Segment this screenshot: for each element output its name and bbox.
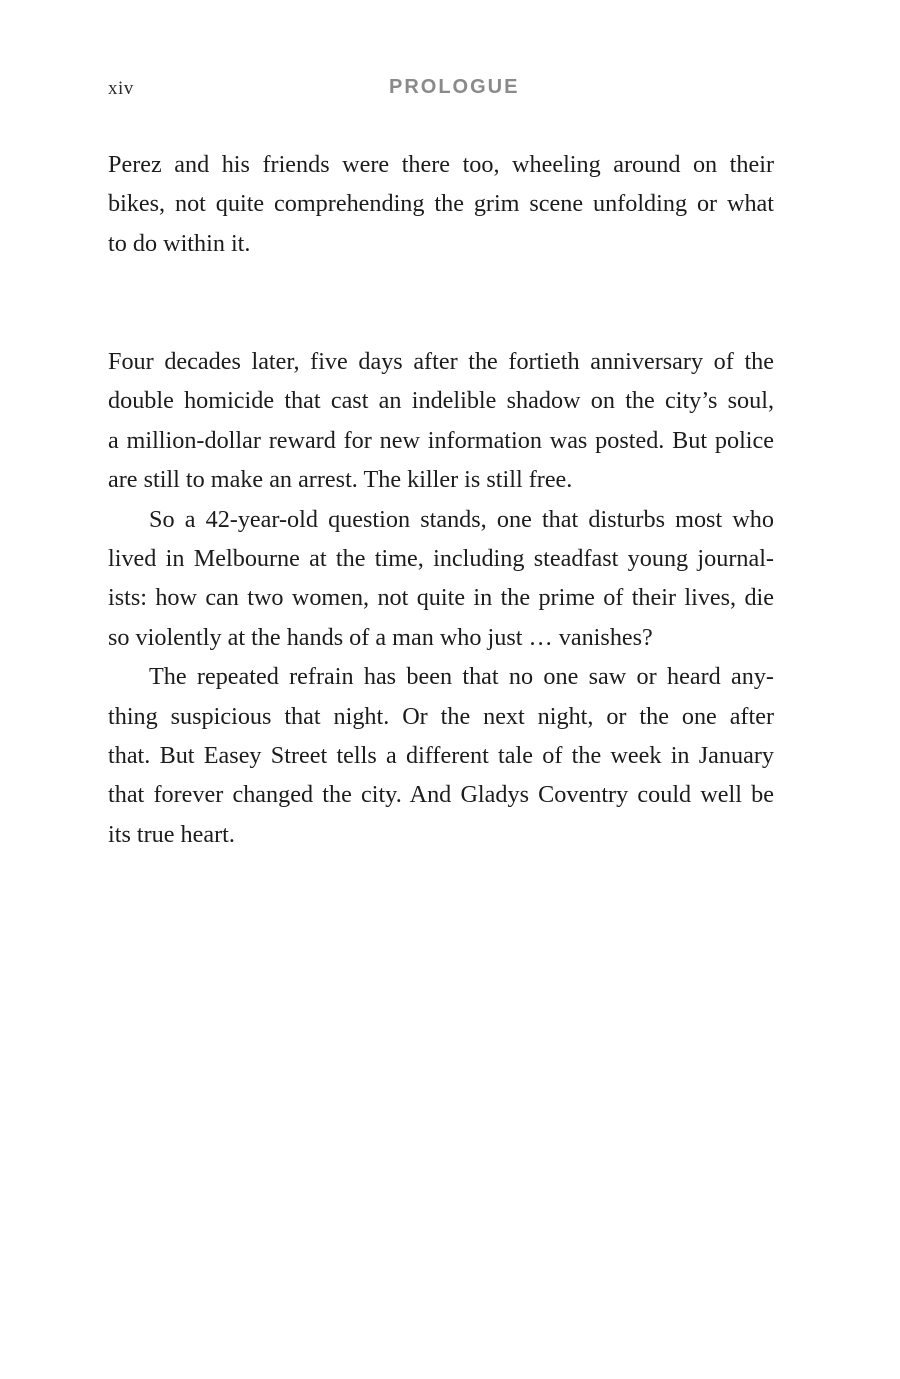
text-line: The repeated refrain has been that no one saw or heard any- (149, 663, 774, 691)
paragraph (108, 145, 774, 263)
text-line: lived in Melbourne at the time, including steadfast young journal- (108, 545, 774, 573)
running-head (108, 76, 773, 104)
paragraph (108, 342, 774, 500)
text-line: bikes, not quite comprehending the grim scene unfolding or what (108, 190, 774, 218)
text-line: thing suspicious that night. Or the next night, or the one after (108, 702, 774, 730)
paragraph (108, 500, 774, 658)
page-number: xiv (108, 78, 134, 99)
text-block-opening (108, 145, 774, 263)
text-line: a million-dollar reward for new information was posted. But police (108, 426, 774, 454)
text-line: Four decades later, five days after the fortieth anniversary of the (108, 348, 774, 375)
text-line: double homicide that cast an indelible shadow on the city’s soul, (108, 387, 774, 415)
text-line: so violently at the hands of a man who just … vanishes? (108, 623, 653, 651)
text-line: Perez and his friends were there too, wheeling around on their (108, 151, 774, 178)
text-block-main (108, 342, 774, 854)
text-line: So a 42-year-old question stands, one that disturbs most who (149, 505, 774, 533)
section-title: PROLOGUE (389, 76, 520, 98)
text-line: its true heart. (108, 820, 235, 848)
paragraph (108, 657, 774, 854)
text-line: ists: how can two women, not quite in the prime of their lives, die (108, 584, 774, 612)
text-line: are still to make an arrest. The killer is still free. (108, 466, 573, 494)
text-line: that. But Easey Street tells a different tale of the week in January (108, 742, 774, 770)
text-line: that forever changed the city. And Gladys Coventry could well be (108, 781, 774, 809)
text-line: to do within it. (108, 229, 251, 257)
